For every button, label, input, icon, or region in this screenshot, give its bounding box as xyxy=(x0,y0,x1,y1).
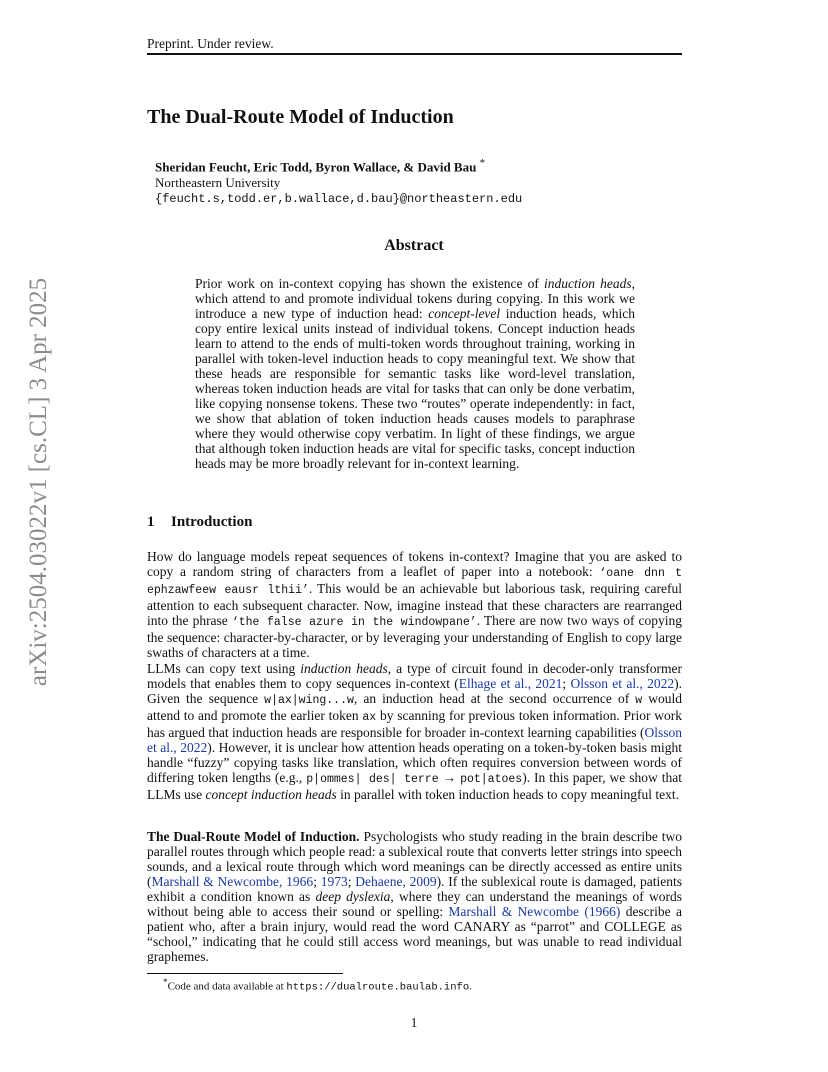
abstract-text: , which attend to and promote individual tokens during copying. In this work we introduce a new type of induction head: xyxy=(195,276,635,321)
inline-code: ax xyxy=(362,711,377,724)
emphasis: induction heads xyxy=(300,661,388,676)
arxiv-identifier: arXiv:2504.03022v1 [cs.CL] 3 Apr 2025 xyxy=(25,277,52,687)
intro-paragraph-1 xyxy=(147,549,682,660)
arrow-glyph: → xyxy=(438,770,461,785)
citation-link[interactable]: Marshall & Newcombe (1966) xyxy=(448,904,621,919)
inline-code: p|ommes| des| terre xyxy=(306,773,439,786)
abstract-text: induction heads, which copy entire lexical units instead of individual tokens. Concept induction heads learn to attend to the ends of multi-token words throughout training, working in parallel with token-level induction heads to copy meaningful text. We show that these heads are responsible for semantic tasks like word-level translation, whereas token induction heads are vital for tasks that can only be done verbatim, like copying nonsense tokens. These two “routes” operate independently: in fact, we show that ablation of token induction heads causes models to paraphrase where they would otherwise copy verbatim. In light of these findings, we argue that although token induction heads are vital for specific tasks, concept induction heads may be more broadly relevant for in-context learning. xyxy=(195,306,635,471)
page-number: 1 xyxy=(410,1015,418,1030)
citation-link[interactable]: 1973 xyxy=(320,874,348,889)
footnote-text: . xyxy=(469,980,472,993)
inline-code: w xyxy=(635,694,643,707)
emphasis: concept induction heads xyxy=(205,787,337,802)
intro-paragraph-3 xyxy=(147,829,682,964)
paragraph-text: ). In this paper, we show that LLMs use xyxy=(147,770,683,802)
author-block xyxy=(155,155,522,207)
header-rule xyxy=(147,53,682,55)
paragraph-text: How do language models repeat sequences of tokens in-context? Imagine that you are asked to copy a random string of characters from a leaflet of paper into a notebook: xyxy=(147,549,682,579)
running-header: Preprint. Under review. xyxy=(147,36,274,51)
footnote-rule xyxy=(147,973,343,974)
inline-code: pot|atoes xyxy=(460,773,523,786)
abstract-emphasis: concept-level xyxy=(428,306,501,321)
author-footnote-mark: * xyxy=(479,157,485,169)
intro-paragraph-2 xyxy=(147,661,682,802)
footnote xyxy=(163,977,472,994)
author-line xyxy=(155,155,522,175)
citation-link[interactable]: Elhage et al., 2021 xyxy=(458,676,563,691)
paragraph-text: . There are now two ways of copying the sequence: character-by-character, or by leveraging your understanding of English to copy large swaths of characters at a time. xyxy=(147,613,682,660)
paragraph-text: , a type of circuit found in decoder-only transformer models that enables them to copy sequences in-context ( xyxy=(147,661,682,691)
paragraph-text: . This would be an achievable but laborious task, requiring careful attention to each subsequent character. Now, imagine instead that these characters are rearranged into the phrase xyxy=(147,581,682,628)
inline-code: ‘oane dnn t ephzawfeew eausr lthii’ xyxy=(147,567,683,597)
paragraph-text: in parallel with token induction heads to copy meaningful text. xyxy=(336,787,680,802)
inline-code: ‘the false azure in the windowpane’ xyxy=(231,616,477,629)
section-title: Introduction xyxy=(171,514,253,530)
paragraph-text: , an induction head at the second occurrence of xyxy=(353,691,636,706)
paragraph-text: ; xyxy=(562,676,571,691)
affiliation: Northeastern University xyxy=(155,175,281,191)
paragraph-text: describe a patient who, after a brain injury, would read the word CANARY as “parrot” and COLLEGE as “school,” indicating that he could still access word meanings, but was unable to read individual graphemes. xyxy=(147,904,682,964)
paragraph-text: LLMs can copy text using xyxy=(147,661,301,676)
paragraph-text: ; xyxy=(347,874,356,889)
arxiv-sidebar xyxy=(22,277,56,687)
abstract-heading: Abstract xyxy=(384,237,444,254)
footnote-url-link[interactable]: https://dualroute.baulab.info xyxy=(286,981,470,994)
paragraph-text: ). If the sublexical route is damaged, patients exhibit a condition known as xyxy=(147,874,682,904)
paragraph-text: ). However, it is unclear how attention heads operating on a token-by-token basis might handle “fuzzy” copying tasks like translation, which often requires conversion between words of differing token lengths (e.g., xyxy=(147,740,682,785)
paragraph-text: ). Given the sequence xyxy=(147,676,682,706)
abstract-body xyxy=(195,276,635,471)
paragraph-text: Psychologists who study reading in the brain describe two parallel routes through which people read: a sublexical route that converts letter strings into speech sounds, and a lexical route through which word meanings can be directly accessed as entire units ( xyxy=(147,829,682,889)
author-emails: {feucht.s,todd.er,b.wallace,d.bau}@northeastern.edu xyxy=(155,192,523,207)
paper-title: The Dual-Route Model of Induction xyxy=(147,106,454,128)
paragraph-lead: The Dual-Route Model of Induction. xyxy=(147,829,360,844)
paragraph-text: by scanning for previous token information. Prior work has argued that induction heads are responsible for broader in-context learning capabilities ( xyxy=(147,708,683,740)
paragraph-text: , where they can understand the meanings of words without being able to access their sound or spelling: xyxy=(147,889,683,919)
citation-link[interactable]: Olsson et al., 2022 xyxy=(570,676,675,691)
paragraph-text: would attend to and promote the earlier token xyxy=(147,691,683,723)
section-heading xyxy=(147,514,252,531)
citation-link[interactable]: Olsson et al., 2022 xyxy=(147,725,682,755)
citation-link[interactable]: Marshall & Newcombe, 1966 xyxy=(151,874,314,889)
abstract-text: Prior work on in-context copying has shown the existence of xyxy=(195,276,544,291)
section-number: 1 xyxy=(147,514,155,530)
emphasis: deep dyslexia xyxy=(315,889,391,904)
footnote-text: Code and data available at xyxy=(167,980,287,993)
abstract-emphasis: induction heads xyxy=(544,276,632,291)
citation-link[interactable]: Dehaene, 2009 xyxy=(355,874,437,889)
footnote-mark: * xyxy=(163,977,168,987)
author-names: Sheridan Feucht, Eric Todd, Byron Wallace, & David Bau xyxy=(155,159,477,175)
inline-code: w|ax|wing...w xyxy=(264,694,354,707)
paragraph-text: ; xyxy=(313,874,321,889)
